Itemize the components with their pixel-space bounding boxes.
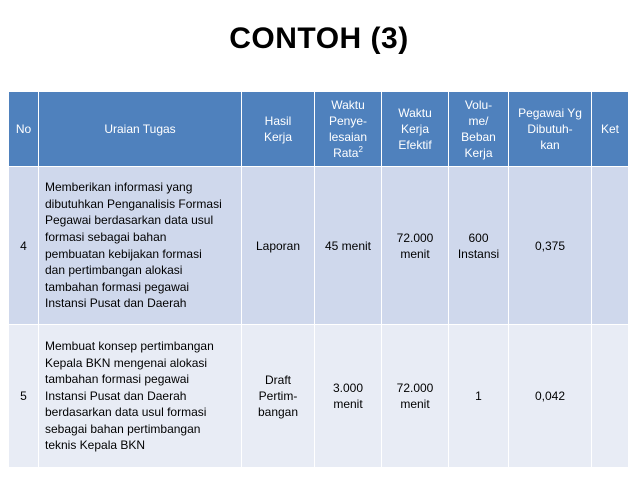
cell-no: 5 — [9, 325, 39, 468]
cell-uraian: Memberikan informasi yang dibutuhkan Penganalisis Formasi Pegawai berdasarkan data usul formasi sebagai bahan pembuatan kebijakan formasi dan pertimbangan alokasi tambahan formasi pegawai Instansi Pusat dan Daerah — [39, 167, 242, 325]
cell-ket — [592, 167, 629, 325]
cell-ket — [592, 325, 629, 468]
task-table — [8, 91, 629, 468]
cell-waktu-penyelesaian: 3.000 menit — [315, 325, 382, 468]
cell-hasil-kerja: Laporan — [242, 167, 315, 325]
header-pegawai: Pegawai Yg Dibutuh- kan — [509, 92, 592, 167]
table-row — [9, 167, 629, 325]
cell-uraian: Membuat konsep pertimbangan Kepala BKN mengenai alokasi tambahan formasi pegawai Instansi Pusat dan Daerah berdasarkan data usul formasi sebagai bahan pertimbangan teknis Kepala BKN — [39, 325, 242, 468]
cell-pegawai: 0,375 — [509, 167, 592, 325]
cell-volume: 1 — [449, 325, 509, 468]
header-hasil-kerja: Hasil Kerja — [242, 92, 315, 167]
table-row — [9, 325, 629, 468]
cell-volume: 600 Instansi — [449, 167, 509, 325]
header-ket: Ket — [592, 92, 629, 167]
cell-no: 4 — [9, 167, 39, 325]
cell-waktu-efektif: 72.000 menit — [382, 167, 449, 325]
cell-waktu-penyelesaian: 45 menit — [315, 167, 382, 325]
header-waktu-efektif: Waktu Kerja Efektif — [382, 92, 449, 167]
table-header-row — [9, 92, 629, 167]
header-waktu-penyelesaian: Waktu Penye- lesaian Rata$^2$ — [315, 92, 382, 167]
cell-waktu-efektif: 72.000 menit — [382, 325, 449, 468]
header-uraian: Uraian Tugas — [39, 92, 242, 167]
cell-pegawai: 0,042 — [509, 325, 592, 468]
cell-hasil-kerja: Draft Pertim- bangan — [242, 325, 315, 468]
page-title: CONTOH (3) — [229, 22, 409, 55]
header-no: No — [9, 92, 39, 167]
header-volume: Volu- me/ Beban Kerja — [449, 92, 509, 167]
